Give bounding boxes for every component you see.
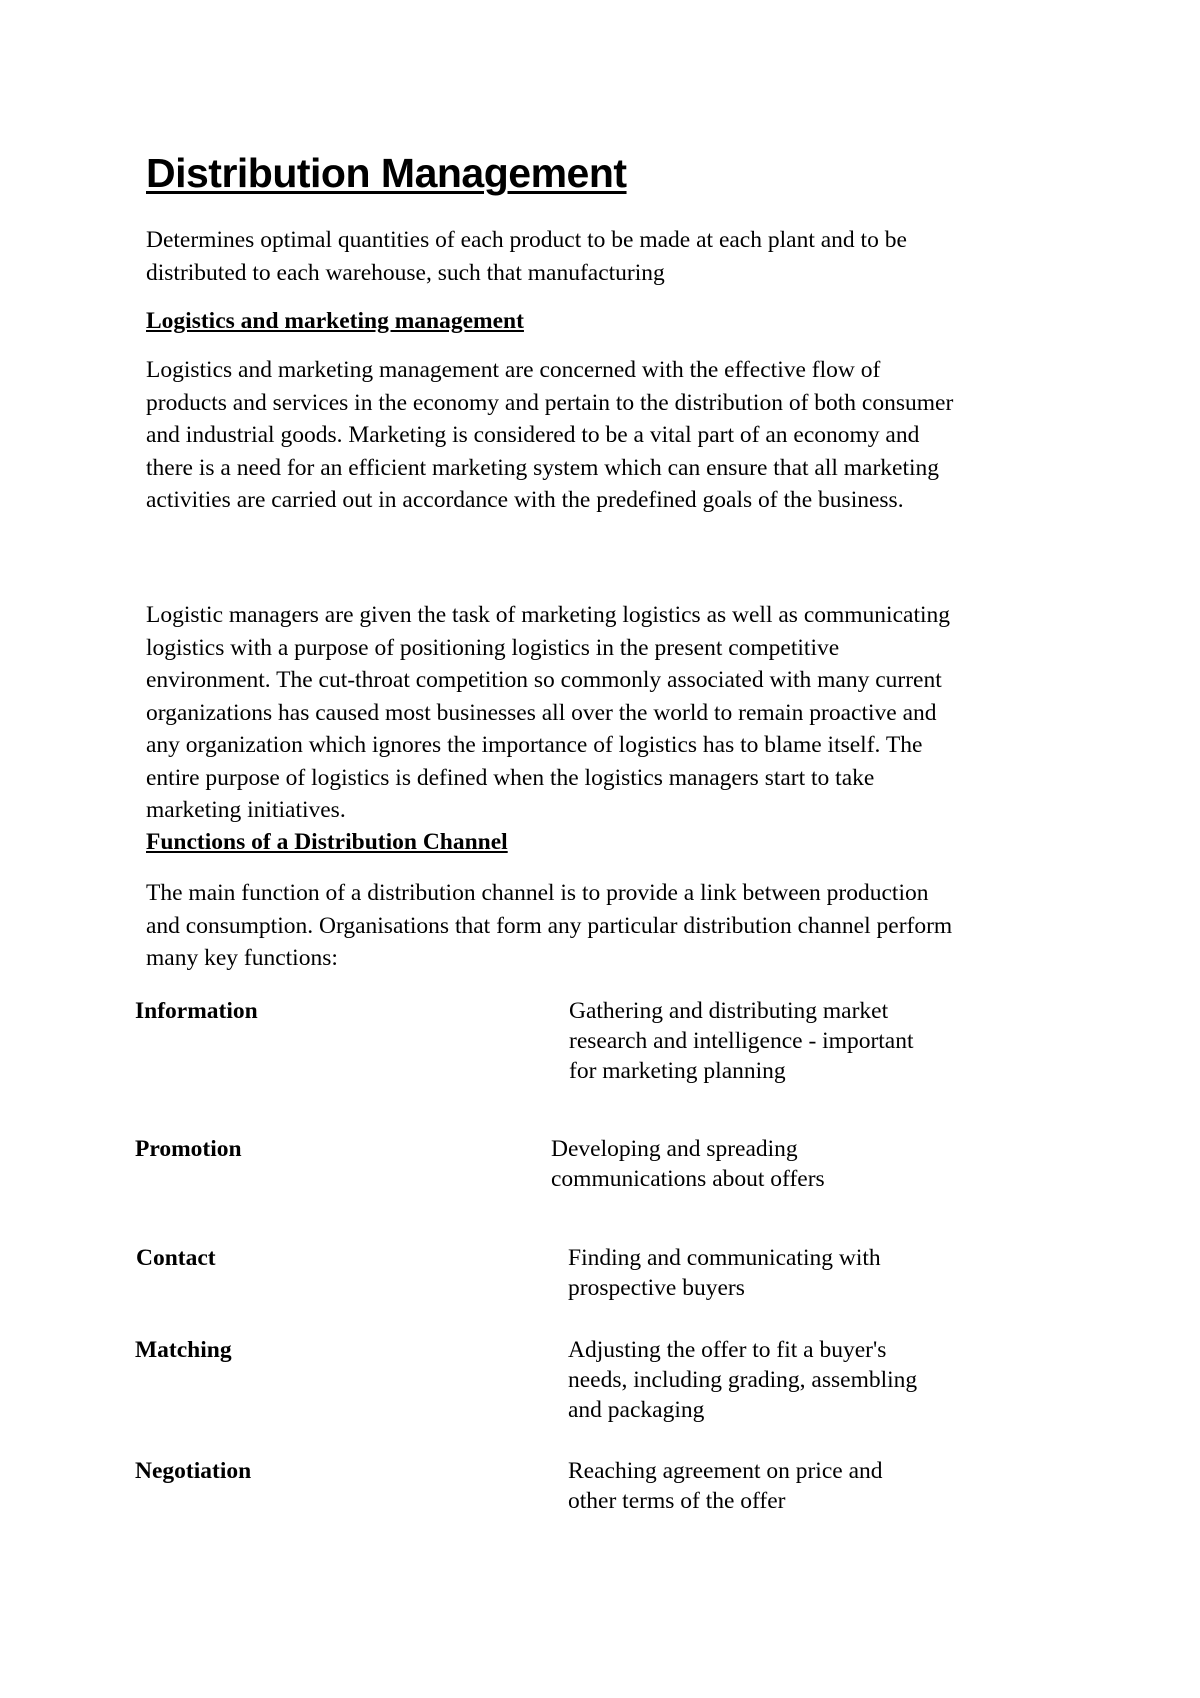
text-line: many key functions: — [146, 945, 338, 971]
text-line: distributed to each warehouse, such that manufacturing — [146, 259, 665, 286]
text-line: Logistics and marketing management are concerned with the effective flow of — [146, 357, 881, 383]
function-name: Negotiation — [135, 1458, 252, 1484]
text-line: prospective buyers — [568, 1275, 745, 1301]
text-line: other terms of the offer — [568, 1488, 786, 1514]
function-name: Matching — [135, 1337, 232, 1363]
intro-paragraph — [146, 224, 1066, 289]
text-line: Reaching agreement on price and — [568, 1458, 883, 1484]
function-description — [568, 1456, 998, 1516]
text-line: The main function of a distribution channel is to provide a link between production — [146, 880, 929, 906]
text-line: Adjusting the offer to fit a buyer's — [568, 1337, 887, 1363]
text-line: logistics with a purpose of positioning logistics in the present competitive — [146, 634, 840, 661]
text-line: and consumption. Organisations that form any particular distribution channel perform — [146, 912, 953, 939]
text-line: needs, including grading, assembling — [568, 1367, 918, 1393]
function-name: Contact — [136, 1245, 216, 1271]
text-line: any organization which ignores the importance of logistics has to blame itself. The — [146, 732, 923, 758]
text-line: activities are carried out in accordance with the predefined goals of the business. — [146, 487, 904, 513]
functions-intro-paragraph — [146, 877, 1066, 975]
text-line: entire purpose of logistics is defined when the logistics managers start to take — [146, 764, 875, 791]
function-description — [568, 1243, 998, 1303]
function-description — [569, 996, 999, 1086]
text-line: Determines optimal quantities of each product to be made at each plant and to be — [146, 227, 907, 253]
function-description — [551, 1134, 981, 1194]
function-description — [568, 1335, 998, 1425]
text-line: Developing and spreading — [551, 1136, 798, 1162]
text-line: marketing initiatives. — [146, 797, 346, 823]
functions-heading: Functions of a Distribution Channel — [146, 829, 508, 855]
text-line: and industrial goods. Marketing is considered to be a vital part of an economy and — [146, 422, 920, 448]
text-line: for marketing planning — [569, 1058, 786, 1084]
text-line: organizations has caused most businesses all over the world to remain proactive and — [146, 699, 937, 726]
function-name: Promotion — [135, 1136, 242, 1162]
text-line: environment. The cut-throat competition so commonly associated with many current — [146, 667, 942, 693]
text-line: communications about offers — [551, 1166, 825, 1192]
logistics-paragraph-1 — [146, 354, 1066, 517]
text-line: research and intelligence - important — [569, 1028, 914, 1054]
text-line: Gathering and distributing market — [569, 998, 889, 1024]
page-title: Distribution Management — [146, 150, 627, 196]
text-line: and packaging — [568, 1397, 705, 1423]
text-line: products and services in the economy and pertain to the distribution of both consumer — [146, 389, 954, 416]
function-name: Information — [135, 998, 258, 1024]
logistics-heading: Logistics and marketing management — [146, 308, 524, 334]
text-line: Finding and communicating with — [568, 1245, 881, 1271]
text-line: there is a need for an efficient marketing system which can ensure that all marketing — [146, 454, 940, 481]
text-line: Logistic managers are given the task of marketing logistics as well as communicating — [146, 602, 951, 628]
